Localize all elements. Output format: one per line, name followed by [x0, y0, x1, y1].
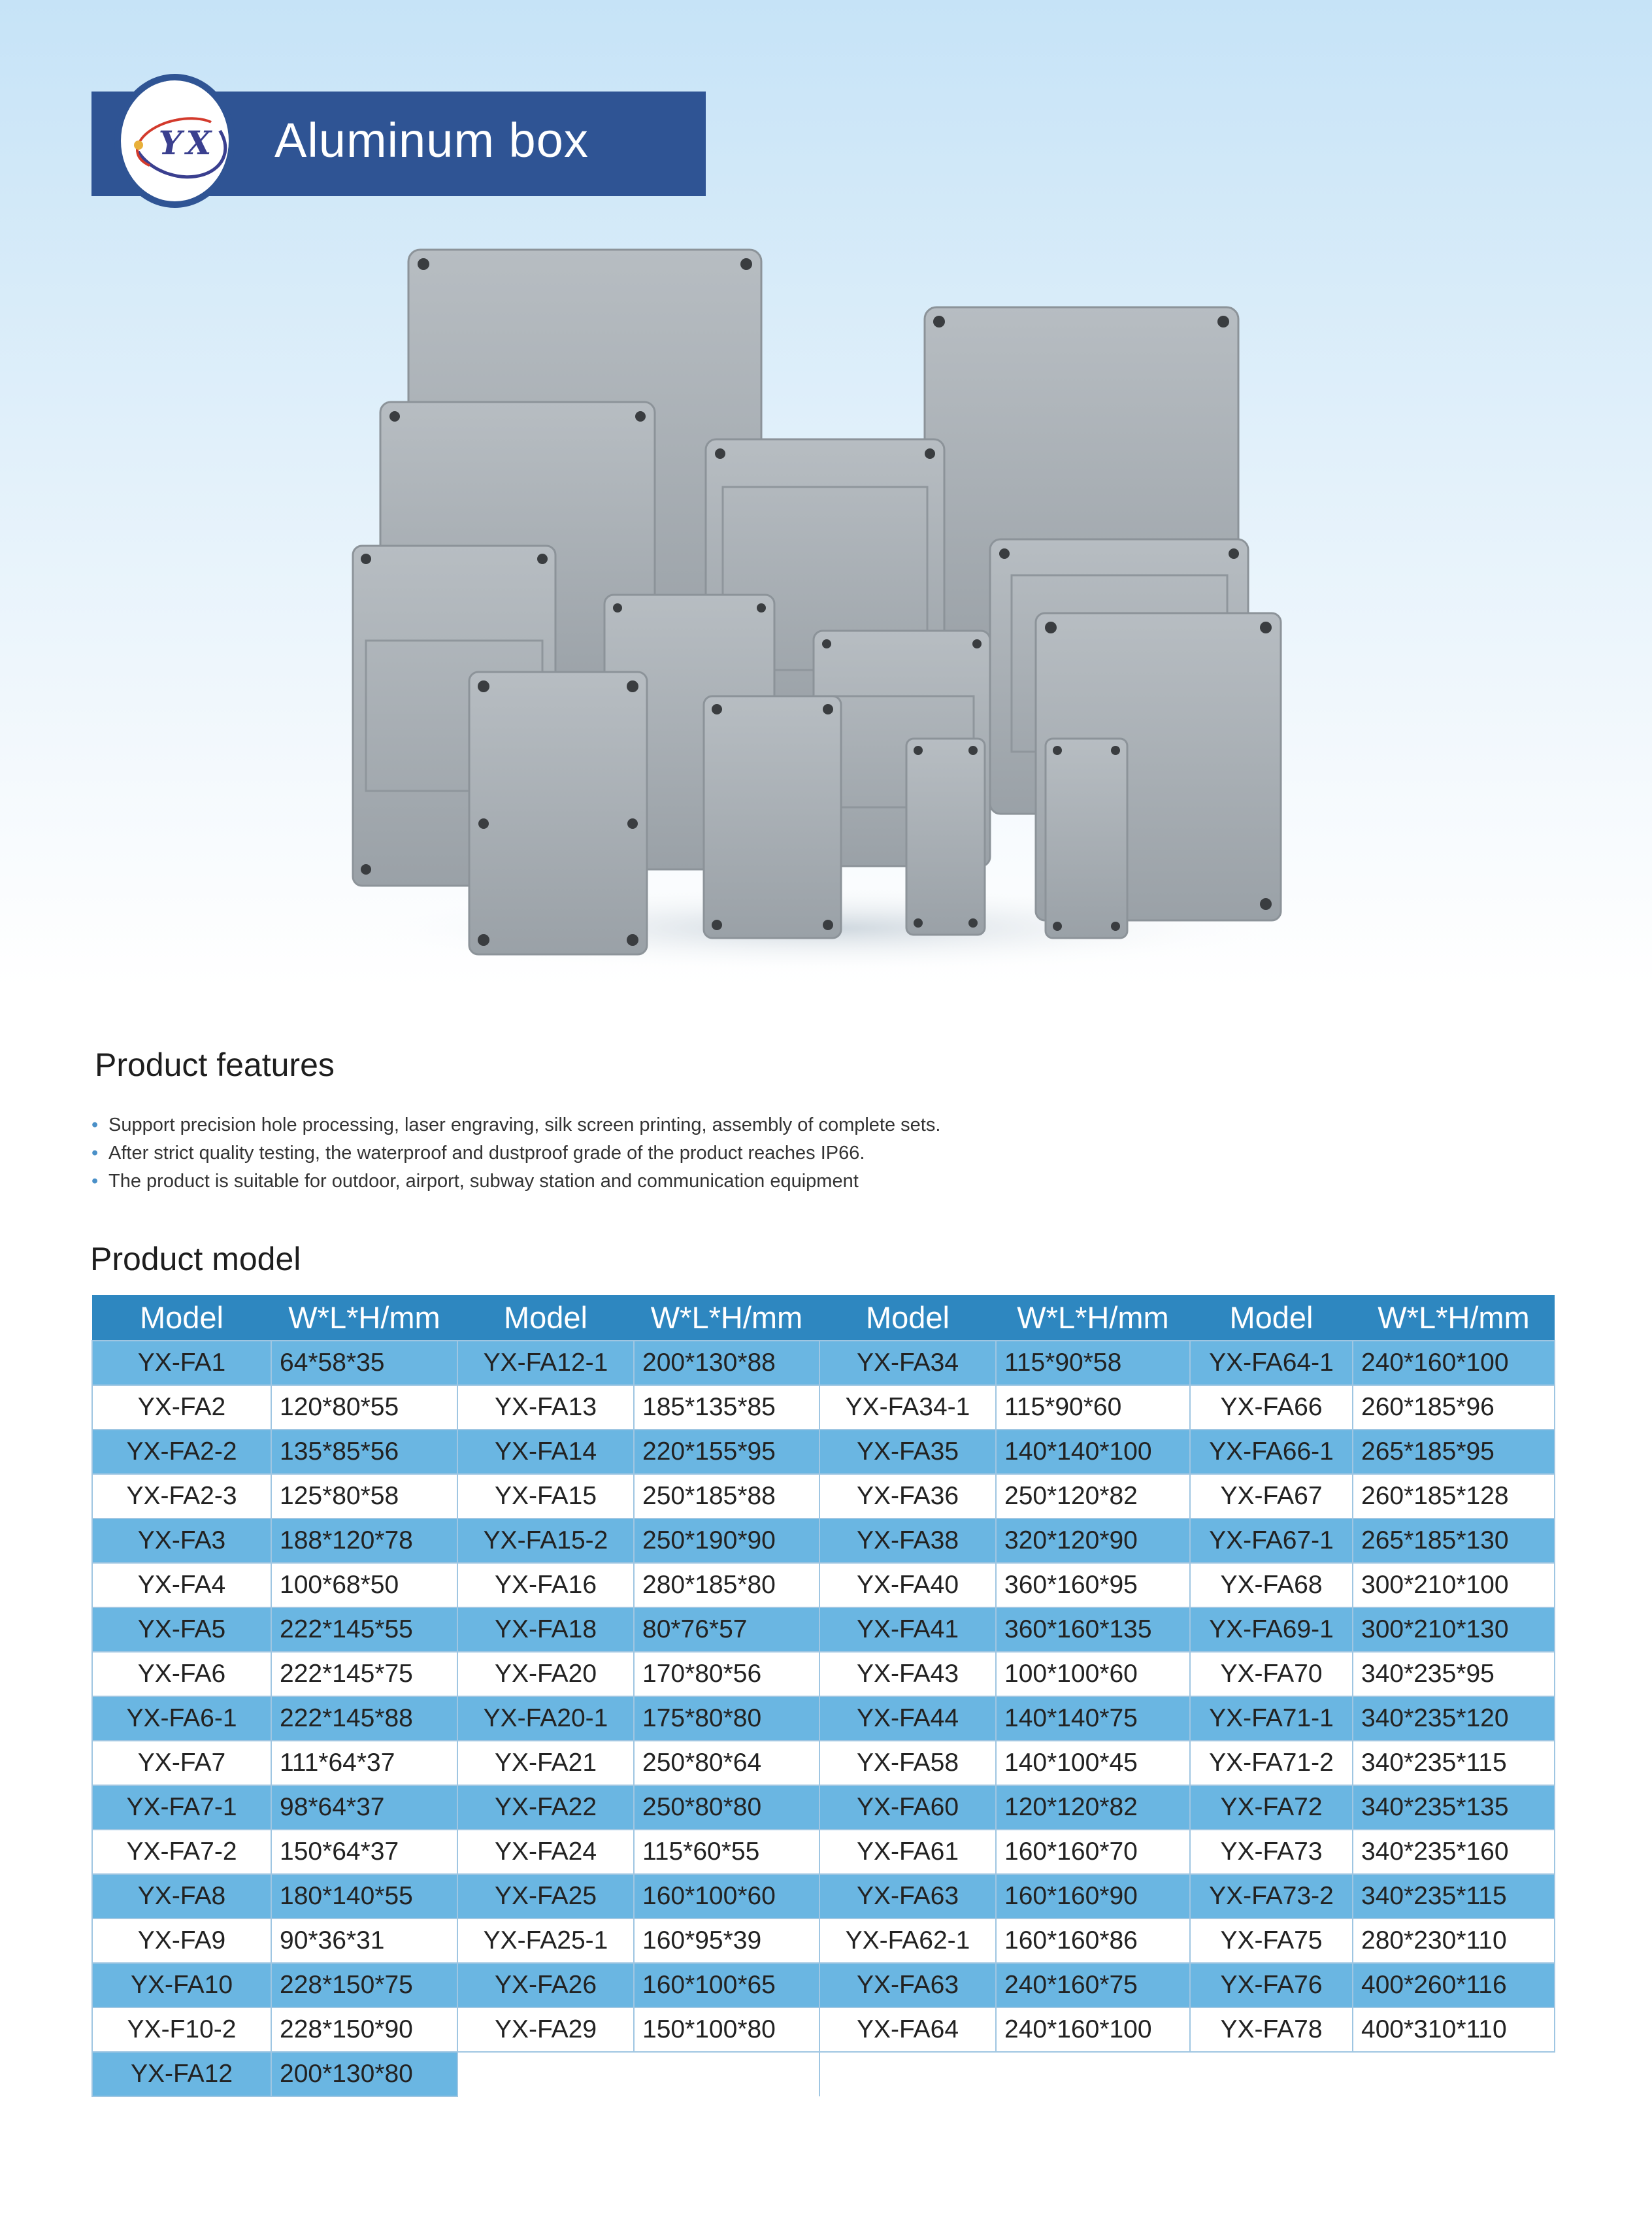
- model-cell: YX-F10-2: [92, 2007, 271, 2052]
- table-row: [92, 1341, 1555, 1385]
- model-cell: YX-FA61: [819, 1830, 996, 1874]
- model-cell: YX-FA71-1: [1190, 1696, 1353, 1741]
- model-cell: YX-FA16: [457, 1563, 634, 1607]
- model-cell: YX-FA64-1: [1190, 1341, 1353, 1385]
- model-cell: YX-FA9: [92, 1919, 271, 1963]
- size-cell: 280*230*110: [1353, 1919, 1555, 1963]
- model-cell: YX-FA36: [819, 1474, 996, 1518]
- model-cell: YX-FA15: [457, 1474, 634, 1518]
- table-row: [92, 1785, 1555, 1830]
- size-cell: 340*235*160: [1353, 1830, 1555, 1874]
- table-row: [92, 1563, 1555, 1607]
- model-cell: YX-FA25-1: [457, 1919, 634, 1963]
- size-cell: 120*80*55: [271, 1385, 457, 1430]
- size-cell: 265*185*130: [1353, 1518, 1555, 1563]
- product-model-table: [91, 1295, 1555, 2097]
- size-cell: 98*64*37: [271, 1785, 457, 1830]
- size-cell: 140*140*75: [996, 1696, 1190, 1741]
- model-cell: YX-FA4: [92, 1563, 271, 1607]
- logo-dot: [134, 141, 143, 150]
- enclosure-tiny-1: [906, 739, 985, 935]
- size-cell: 300*210*100: [1353, 1563, 1555, 1607]
- model-cell: YX-FA66: [1190, 1385, 1353, 1430]
- size-cell: 160*100*65: [634, 1963, 819, 2007]
- size-cell: 340*235*115: [1353, 1874, 1555, 1919]
- size-cell: 120*120*82: [996, 1785, 1190, 1830]
- size-cell: 222*145*75: [271, 1652, 457, 1696]
- feature-text: Support precision hole processing, laser engraving, silk screen printing, assembly of complete sets.: [108, 1115, 941, 1135]
- size-cell: 160*160*86: [996, 1919, 1190, 1963]
- product-photo: [327, 235, 1320, 987]
- size-cell: 188*120*78: [271, 1518, 457, 1563]
- model-cell: YX-FA73: [1190, 1830, 1353, 1874]
- size-cell: 340*235*115: [1353, 1741, 1555, 1785]
- empty-cell: [634, 2052, 819, 2096]
- size-cell: 260*185*96: [1353, 1385, 1555, 1430]
- model-cell: YX-FA60: [819, 1785, 996, 1830]
- model-cell: YX-FA10: [92, 1963, 271, 2007]
- size-cell: 160*100*60: [634, 1874, 819, 1919]
- model-cell: YX-FA18: [457, 1607, 634, 1652]
- size-cell: 250*80*64: [634, 1741, 819, 1785]
- size-cell: 115*60*55: [634, 1830, 819, 1874]
- size-cell: 240*160*100: [1353, 1341, 1555, 1385]
- model-cell: YX-FA75: [1190, 1919, 1353, 1963]
- size-cell: 125*80*58: [271, 1474, 457, 1518]
- size-cell: 100*68*50: [271, 1563, 457, 1607]
- model-cell: YX-FA5: [92, 1607, 271, 1652]
- model-cell: YX-FA20: [457, 1652, 634, 1696]
- enclosure-small-center: [704, 696, 841, 938]
- model-cell: YX-FA66-1: [1190, 1430, 1353, 1474]
- model-cell: YX-FA15-2: [457, 1518, 634, 1563]
- size-cell: 80*76*57: [634, 1607, 819, 1652]
- size-cell: 115*90*58: [996, 1341, 1190, 1385]
- enclosure-tiny-2: [1046, 739, 1127, 938]
- model-cell: YX-FA76: [1190, 1963, 1353, 2007]
- table-row: [92, 1830, 1555, 1874]
- table-row: [92, 1874, 1555, 1919]
- header-size: W*L*H/mm: [1353, 1295, 1555, 1341]
- size-cell: 265*185*95: [1353, 1430, 1555, 1474]
- size-cell: 250*190*90: [634, 1518, 819, 1563]
- model-cell: YX-FA2: [92, 1385, 271, 1430]
- empty-cell: [996, 2052, 1190, 2096]
- header-size: W*L*H/mm: [996, 1295, 1190, 1341]
- size-cell: 160*95*39: [634, 1919, 819, 1963]
- size-cell: 250*185*88: [634, 1474, 819, 1518]
- size-cell: 90*36*31: [271, 1919, 457, 1963]
- size-cell: 360*160*135: [996, 1607, 1190, 1652]
- model-cell: YX-FA67: [1190, 1474, 1353, 1518]
- size-cell: 170*80*56: [634, 1652, 819, 1696]
- size-cell: 250*120*82: [996, 1474, 1190, 1518]
- model-cell: YX-FA20-1: [457, 1696, 634, 1741]
- size-cell: 400*260*116: [1353, 1963, 1555, 2007]
- model-cell: YX-FA38: [819, 1518, 996, 1563]
- empty-cell: [457, 2052, 634, 2096]
- size-cell: 115*90*60: [996, 1385, 1190, 1430]
- size-cell: 135*85*56: [271, 1430, 457, 1474]
- table-header-row: [92, 1295, 1555, 1341]
- table-row: [92, 1652, 1555, 1696]
- model-cell: YX-FA26: [457, 1963, 634, 2007]
- model-cell: YX-FA6-1: [92, 1696, 271, 1741]
- header-size: W*L*H/mm: [634, 1295, 819, 1341]
- feature-text: The product is suitable for outdoor, airport, subway station and communication equipment: [108, 1171, 859, 1192]
- model-cell: YX-FA2-3: [92, 1474, 271, 1518]
- size-cell: 280*185*80: [634, 1563, 819, 1607]
- model-cell: YX-FA12: [92, 2052, 271, 2096]
- enclosure-small-left: [469, 672, 647, 954]
- model-cell: YX-FA71-2: [1190, 1741, 1353, 1785]
- model-cell: YX-FA12-1: [457, 1341, 634, 1385]
- table-row: [92, 1607, 1555, 1652]
- model-cell: YX-FA44: [819, 1696, 996, 1741]
- model-cell: YX-FA34-1: [819, 1385, 996, 1430]
- table-row: [92, 1696, 1555, 1741]
- table-row: [92, 1963, 1555, 2007]
- company-logo: [114, 74, 235, 208]
- model-cell: YX-FA34: [819, 1341, 996, 1385]
- model-cell: YX-FA67-1: [1190, 1518, 1353, 1563]
- size-cell: 240*160*75: [996, 1963, 1190, 2007]
- size-cell: 250*80*80: [634, 1785, 819, 1830]
- table-row: [92, 1474, 1555, 1518]
- size-cell: 340*235*120: [1353, 1696, 1555, 1741]
- size-cell: 340*235*135: [1353, 1785, 1555, 1830]
- features-heading: Product features: [95, 1047, 335, 1083]
- size-cell: 240*160*100: [996, 2007, 1190, 2052]
- model-cell: YX-FA78: [1190, 2007, 1353, 2052]
- bullet-icon: •: [91, 1143, 99, 1164]
- table-row: [92, 2052, 1555, 2096]
- model-cell: YX-FA62-1: [819, 1919, 996, 1963]
- empty-cell: [1353, 2052, 1555, 2096]
- models-heading: Product model: [90, 1241, 301, 1277]
- size-cell: 160*160*70: [996, 1830, 1190, 1874]
- model-cell: YX-FA8: [92, 1874, 271, 1919]
- model-cell: YX-FA69-1: [1190, 1607, 1353, 1652]
- size-cell: 340*235*95: [1353, 1652, 1555, 1696]
- size-cell: 64*58*35: [271, 1341, 457, 1385]
- model-cell: YX-FA14: [457, 1430, 634, 1474]
- model-cell: YX-FA7-1: [92, 1785, 271, 1830]
- header-model: Model: [457, 1295, 634, 1341]
- size-cell: 360*160*95: [996, 1563, 1190, 1607]
- table-row: [92, 1385, 1555, 1430]
- size-cell: 228*150*90: [271, 2007, 457, 2052]
- size-cell: 111*64*37: [271, 1741, 457, 1785]
- size-cell: 100*100*60: [996, 1652, 1190, 1696]
- size-cell: 200*130*88: [634, 1341, 819, 1385]
- model-cell: YX-FA22: [457, 1785, 634, 1830]
- table-row: [92, 1919, 1555, 1963]
- table-row: [92, 2007, 1555, 2052]
- page-title: Aluminum box: [274, 113, 589, 167]
- size-cell: 220*155*95: [634, 1430, 819, 1474]
- size-cell: 320*120*90: [996, 1518, 1190, 1563]
- model-cell: YX-FA13: [457, 1385, 634, 1430]
- model-cell: YX-FA1: [92, 1341, 271, 1385]
- size-cell: 180*140*55: [271, 1874, 457, 1919]
- model-cell: YX-FA7: [92, 1741, 271, 1785]
- size-cell: 228*150*75: [271, 1963, 457, 2007]
- header-model: Model: [92, 1295, 271, 1341]
- model-cell: YX-FA35: [819, 1430, 996, 1474]
- model-cell: YX-FA64: [819, 2007, 996, 2052]
- empty-cell: [1190, 2052, 1353, 2096]
- model-cell: YX-FA2-2: [92, 1430, 271, 1474]
- model-cell: YX-FA58: [819, 1741, 996, 1785]
- size-cell: 260*185*128: [1353, 1474, 1555, 1518]
- table-row: [92, 1741, 1555, 1785]
- features-list: [91, 1111, 940, 1196]
- size-cell: 300*210*130: [1353, 1607, 1555, 1652]
- model-cell: YX-FA29: [457, 2007, 634, 2052]
- header-size: W*L*H/mm: [271, 1295, 457, 1341]
- model-cell: YX-FA6: [92, 1652, 271, 1696]
- size-cell: 175*80*80: [634, 1696, 819, 1741]
- feature-item: [91, 1139, 940, 1167]
- size-cell: 222*145*88: [271, 1696, 457, 1741]
- feature-item: [91, 1167, 940, 1196]
- size-cell: 140*140*100: [996, 1430, 1190, 1474]
- table-row: [92, 1518, 1555, 1563]
- feature-text: After strict quality testing, the waterproof and dustproof grade of the product reaches IP66.: [108, 1143, 865, 1164]
- logo-text: YX: [158, 124, 216, 162]
- bullet-icon: •: [91, 1171, 99, 1192]
- model-cell: YX-FA41: [819, 1607, 996, 1652]
- size-cell: 400*310*110: [1353, 2007, 1555, 2052]
- size-cell: 150*64*37: [271, 1830, 457, 1874]
- table-body: [92, 1341, 1555, 2096]
- model-cell: YX-FA24: [457, 1830, 634, 1874]
- table-row: [92, 1430, 1555, 1474]
- model-cell: YX-FA63: [819, 1963, 996, 2007]
- model-cell: YX-FA25: [457, 1874, 634, 1919]
- size-cell: 140*100*45: [996, 1741, 1190, 1785]
- model-cell: YX-FA72: [1190, 1785, 1353, 1830]
- size-cell: 185*135*85: [634, 1385, 819, 1430]
- empty-cell: [819, 2052, 996, 2096]
- feature-item: [91, 1111, 940, 1139]
- size-cell: 150*100*80: [634, 2007, 819, 2052]
- model-cell: YX-FA3: [92, 1518, 271, 1563]
- header-model: Model: [819, 1295, 996, 1341]
- model-cell: YX-FA7-2: [92, 1830, 271, 1874]
- size-cell: 200*130*80: [271, 2052, 457, 2096]
- model-cell: YX-FA21: [457, 1741, 634, 1785]
- model-cell: YX-FA70: [1190, 1652, 1353, 1696]
- model-cell: YX-FA40: [819, 1563, 996, 1607]
- size-cell: 160*160*90: [996, 1874, 1190, 1919]
- model-cell: YX-FA63: [819, 1874, 996, 1919]
- size-cell: 222*145*55: [271, 1607, 457, 1652]
- model-cell: YX-FA68: [1190, 1563, 1353, 1607]
- model-cell: YX-FA73-2: [1190, 1874, 1353, 1919]
- header-model: Model: [1190, 1295, 1353, 1341]
- bullet-icon: •: [91, 1115, 99, 1135]
- model-cell: YX-FA43: [819, 1652, 996, 1696]
